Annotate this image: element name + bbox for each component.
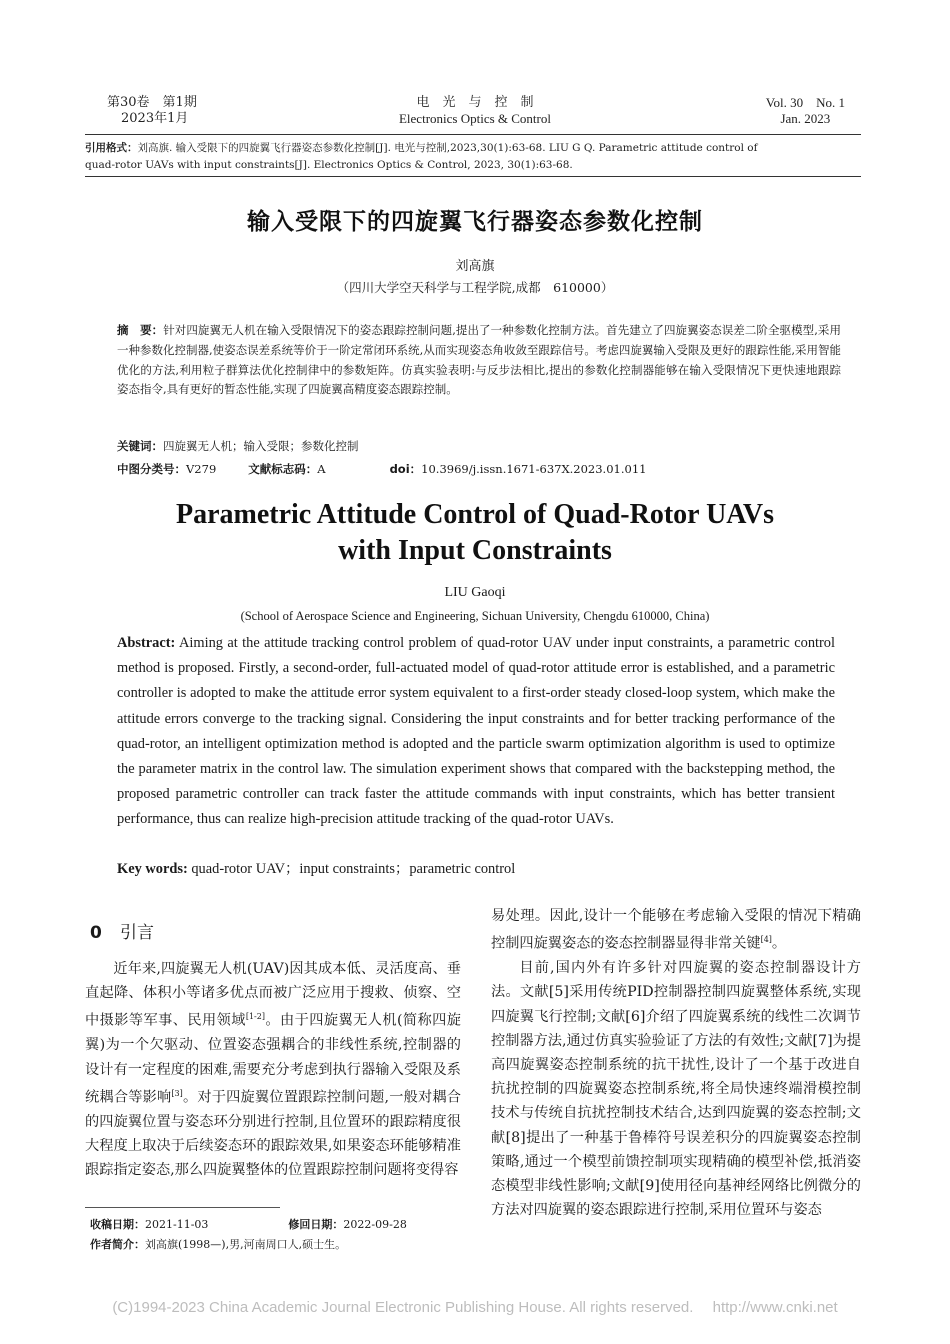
- copyright-footer: (C)1994-2023 China Academic Journal Electronic Publishing House. All rights reserved. http://www.cnki.net: [112, 1299, 838, 1316]
- abstract-en: [117, 631, 835, 833]
- footnote-dates: [90, 1216, 407, 1234]
- abstract-en-text: Aiming at the attitude tracking control problem of quad-rotor UAV under input constraints, a parametric control method is proposed. Firstly, a second-order, full-actuated model of quad-rotor attitude error is established, and a parametric controller is adopted to make the attitude error system equivalent to a first-order steady closed-loop system, which make the attitude errors converge to the tracking signal. Considering the input constraints and for better tracking performance of the quad-rotor, an intelligent optimization method is adopted and the particle swarm optimization algorithm is used to optimize the parameter matrix in the control law. The simulation experiment shows that compared with the backstepping method, the proposed parametric controller can track faster the attitude commands with input constraints, which has better transient performance, thus can realize high-precision attitude tracking of the quad-rotor UAVs.: [117, 635, 835, 828]
- header-volume: [107, 95, 197, 127]
- revised-date: 2022-09-28: [343, 1218, 407, 1231]
- clc-label: 中图分类号：: [117, 462, 186, 476]
- doi-value: 10.3969/j.issn.1671-637X.2023.01.011: [421, 462, 647, 476]
- header-volume-en: [766, 95, 845, 127]
- keywords-cn: [117, 438, 359, 454]
- received-label: 收稿日期：: [90, 1218, 145, 1231]
- footnote-rule: [85, 1207, 280, 1208]
- section-heading: [90, 918, 154, 943]
- body-column-right: [491, 904, 861, 1222]
- journal-name-cn: 电 光 与 控 制: [416, 95, 534, 110]
- author-bio-label: 作者简介：: [90, 1238, 145, 1251]
- citation-label: 引用格式：: [85, 142, 138, 154]
- abstract-cn-text: 针对四旋翼无人机在输入受限情况下的姿态跟踪控制问题,提出了一种参数化控制方法。首先建立了四旋翼姿态误差二阶全驱模型,采用一种参数化控制器,使姿态误差系统等价于一阶定常闭环系统,从而实现姿态角收敛至跟踪信号。考虑四旋翼输入受限及更好的跟踪性能,采用智能优化的方法,利用粒子群算法优化控制律中的参数矩阵。仿真实验表明:与反步法相比,提出的参数化控制器能够在输入受限情况下更快速地跟踪姿态指令,具有更好的暂态性能,实现了四旋翼高精度姿态跟踪控制。: [117, 323, 841, 397]
- header-journal: [375, 95, 575, 127]
- reference-marker: [3]: [171, 1088, 183, 1098]
- citation-line2: quad-rotor UAVs with input constraints[J]. Electronics Optics & Control, 2023, 30(1):63-68.: [85, 159, 573, 171]
- clc-value: V279: [186, 462, 217, 476]
- page-title-en: [0, 497, 950, 569]
- citation: [85, 140, 861, 174]
- header-volume-issue: 第30卷 第1期: [107, 95, 197, 110]
- abstract-cn-label: 摘 要：: [117, 323, 164, 337]
- para-text: 。由于四旋翼无人机(简称四旋翼)为一个欠驱动、位置姿态强耦合的非线性系统,控制器的设计有一定程度的困难,需要充分考虑到执行器输入受限及系统耦合等影响: [85, 1013, 461, 1106]
- journal-name-en: Electronics Optics & Control: [398, 111, 551, 126]
- doi-label: doi：: [389, 462, 422, 476]
- reference-marker: [4]: [760, 935, 772, 945]
- abstract-cn: [117, 321, 841, 400]
- keywords-en: [117, 857, 515, 878]
- affiliation-cn: （四川大学空天科学与工程学院,成都 610000）: [336, 280, 614, 295]
- doc-code-label: 文献标志码：: [248, 462, 318, 476]
- header-rule: [85, 134, 861, 135]
- keywords-cn-text: 四旋翼无人机；输入受限；参数化控制: [163, 439, 359, 453]
- classification-row: [117, 461, 877, 477]
- footnote-author: [90, 1236, 346, 1254]
- body-column-left: [85, 957, 461, 1182]
- citation-rule: [85, 176, 861, 177]
- citation-line1: [85, 140, 861, 157]
- affiliation-en: (School of Aerospace Science and Engineering, Sichuan University, Chengdu 610000, China): [240, 609, 710, 623]
- keywords-en-label: Key words:: [117, 861, 188, 877]
- para-text: 。对于四旋翼位置跟踪控制问题,一般对耦合的四旋翼位置与姿态环分别进行控制,且位置环的跟踪精度很大程度上取决于后续姿态环的跟踪效果,如果姿态环能够精准跟踪指定姿态,那么四旋翼整体的位置跟踪控制问题将变得容: [85, 1089, 461, 1179]
- paragraph: [491, 904, 861, 956]
- author-bio: 刘高旗(1998—),男,河南周口人,硕士生。: [145, 1238, 347, 1251]
- author-en: LIU Gaoqi: [444, 585, 506, 600]
- section-number: 0: [90, 923, 102, 943]
- keywords-cn-label: 关键词：: [117, 439, 163, 453]
- paragraph: [85, 957, 461, 1182]
- doc-code-value: A: [317, 462, 326, 476]
- header-vol-no: Vol. 30 No. 1: [765, 95, 845, 110]
- section-title: 引言: [120, 923, 154, 943]
- reference-marker: [1-2]: [245, 1012, 265, 1022]
- paragraph: 目前,国内外有许多针对四旋翼的姿态控制器设计方法。文献[5]采用传统PID控制器控制四旋翼整体系统,实现四旋翼飞行控制;文献[6]介绍了四旋翼系统的线性二次调节控制器方法,通过仿真实验验证了方法的有效性;文献[7]为提高四旋翼姿态控制系统的抗干扰性,设计了一个基于改进自抗扰控制的四旋翼姿态控制系统,将全局快速终端滑模控制技术与传统自抗扰控制技术结合,达到四旋翼的姿态控制;文献[8]提出了一种基于鲁棒符号误差积分的四旋翼姿态控制策略,通过一个模型前馈控制项实现精确的模型补偿,抵消姿态模型非线性影响;文献[9]使用径向基神经网络比例微分的方法对四旋翼的姿态跟踪进行控制,采用位置环与姿态: [491, 960, 861, 1219]
- received-date: 2021-11-03: [145, 1218, 209, 1231]
- revised-label: 修回日期：: [288, 1218, 344, 1231]
- para-text: 。: [771, 935, 787, 952]
- page-title-cn: 输入受限下的四旋翼飞行器姿态参数化控制: [247, 209, 703, 235]
- author-cn: 刘高旗: [455, 259, 495, 274]
- header-date-en: Jan. 2023: [780, 111, 831, 126]
- keywords-en-text: quad-rotor UAV；input constraints；parametric control: [191, 861, 516, 877]
- para-text: 近年来,四旋翼无人机(UAV)因其成本低、灵活度高、垂直起降、体积小等诸多优点而被广泛应用于搜救、侦察、空中摄影等军事、民用领域: [85, 961, 461, 1030]
- para-text: 易处理。因此,设计一个能够在考虑输入受限的情况下精确控制四旋翼姿态的姿态控制器显得非常关键: [491, 908, 861, 952]
- title-en-line2: with Input Constraints: [338, 535, 612, 566]
- title-en-line1: Parametric Attitude Control of Quad-Rotor UAVs: [175, 499, 775, 530]
- abstract-en-label: Abstract:: [117, 635, 176, 651]
- header-date-cn: 2023年1月: [121, 111, 189, 126]
- citation-text1: 刘高旗. 输入受限下的四旋翼飞行器姿态参数化控制[J]. 电光与控制,2023,30(1):63-68. LIU G Q. Parametric attitude control of: [137, 142, 758, 154]
